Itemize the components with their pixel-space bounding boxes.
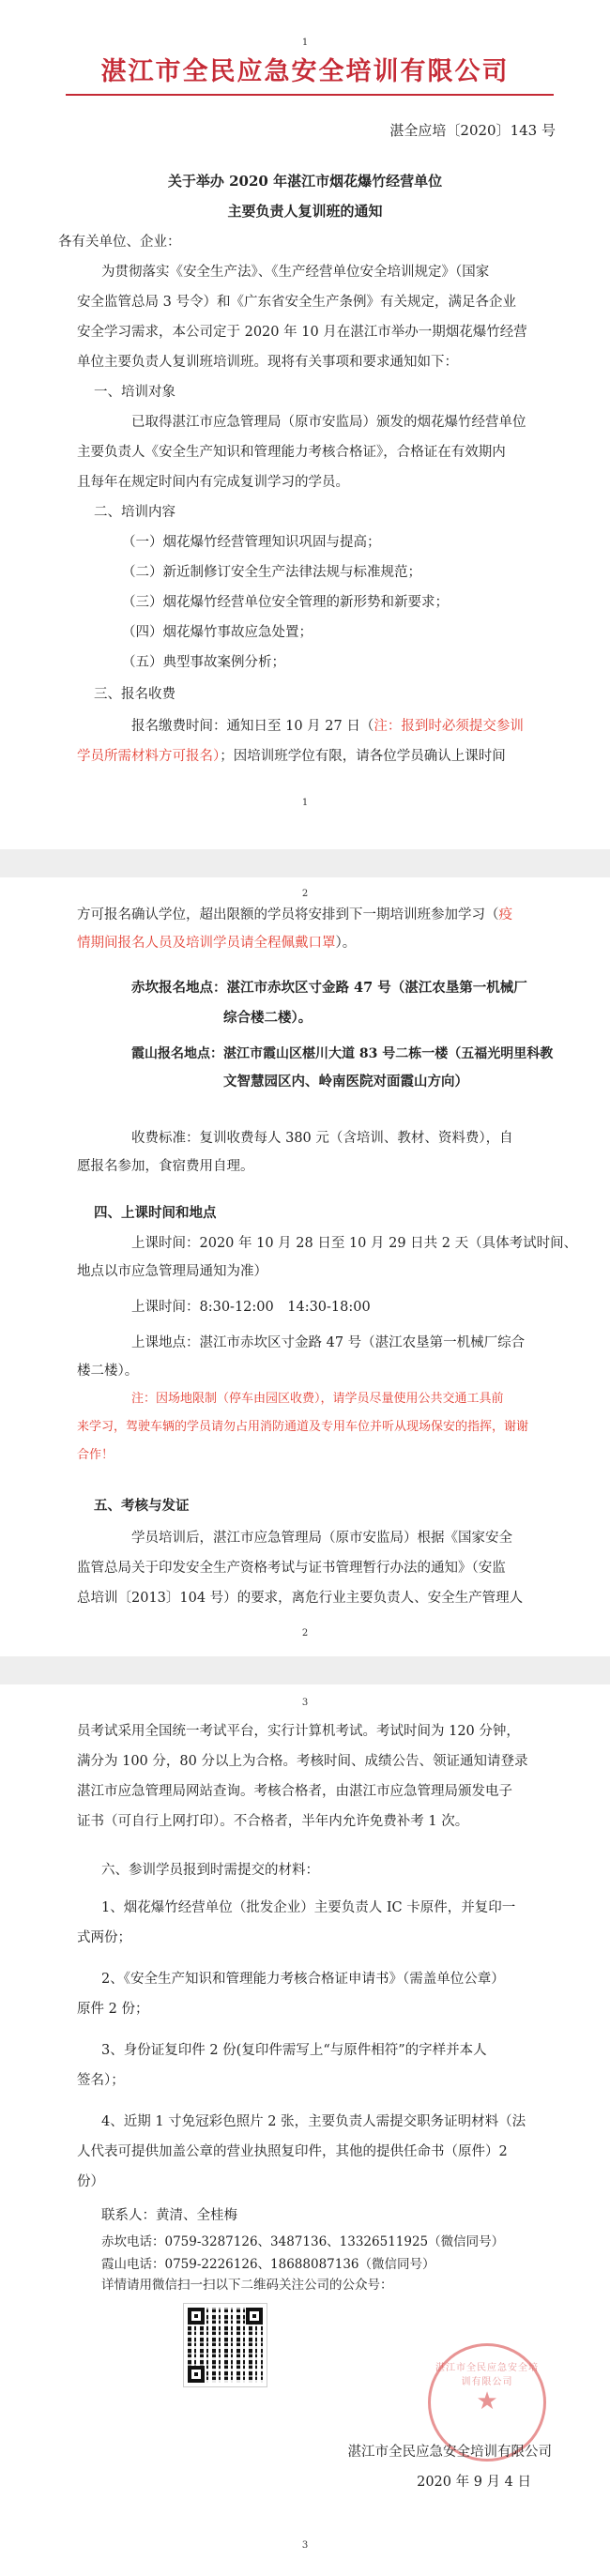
page-number-bottom: 1	[301, 798, 309, 808]
exam-continued-line: 员考试采用全国统一考试平台，实行计算机考试。考试时间为 120 分钟，	[77, 1724, 520, 1739]
section-2-item: （四）烟花爆竹事故应急处置；	[122, 625, 313, 640]
chikan-address-line-2: 综合楼二楼）。	[223, 1010, 313, 1026]
xiashan-label: 霞山报名地点：	[131, 1046, 223, 1061]
qr-finder-pattern	[188, 2366, 205, 2383]
registration-note-red: 注：报到时必须提交参训	[374, 719, 524, 734]
salutation: 各有关单位、企业：	[58, 235, 181, 250]
xiashan-phone: 霞山电话：0759-2226126、18688087136（微信同号）	[101, 2257, 435, 2272]
parking-note-text: 因场地限制（停车由园区收费），请学员尽量使用公共交通工具前	[156, 1392, 504, 1406]
fee-line-2: 愿报名参加，食宿费用自理。	[77, 1159, 254, 1174]
qr-finder-pattern	[246, 2308, 263, 2324]
section-1-body-line: 且每年在规定时间内有完成复训学习的学员。	[77, 475, 349, 490]
chikan-label: 赤坎报名地点：	[131, 980, 227, 996]
xiashan-registration-address	[131, 1044, 601, 1063]
registration-note-red: 学员所需材料方可报名）	[77, 749, 221, 764]
registration-line-1	[131, 717, 601, 736]
fee-line-1: 收费标准：复训收费每人 380 元（含培训、教材、资料费），自	[131, 1131, 513, 1146]
section-2-item: （五）典型事故案例分析；	[122, 655, 285, 670]
xiashan-address-line-1: 湛江市霞山区椹川大道 83 号二栋一楼（五福光明里科教	[223, 1046, 554, 1061]
seat-confirm-end: ）。	[335, 936, 357, 951]
intro-line: 单位主要负责人复训班培训班。现将有关事项和要求通知如下：	[77, 355, 458, 370]
exam-continued-line: 证书（可自行上网打印）。不合格者，半年内允许免费补考 1 次。	[77, 1814, 469, 1829]
section-1-heading: 一、培训对象	[94, 385, 175, 400]
parking-note-line-3: 合作！	[77, 1448, 114, 1462]
seal-star-icon: ★	[476, 2387, 498, 2416]
class-hours: 上课时间：8:30-12:00 14:30-18:00	[131, 1300, 371, 1315]
class-date-line-2: 地点以市应急管理局通知为准）	[77, 1264, 267, 1279]
material-4-line-3: 份）	[77, 2174, 104, 2189]
class-date-line-1: 上课时间：2020 年 10 月 28 日至 10 月 29 日共 2 天（具体考试时间、	[131, 1236, 578, 1251]
exam-continued-line: 湛江市应急管理局网站查询。考核合格者，由湛江市应急管理局颁发电子	[77, 1784, 512, 1799]
material-2-line-2: 原件 2 份；	[77, 2002, 149, 2017]
signature-company: 湛江市全民应急安全培训有限公司	[347, 2445, 552, 2460]
document-page-2	[0, 877, 610, 1656]
material-1-line-1: 1、烟花爆竹经营单位（批发企业）主要负责人 IC 卡原件，并复印一	[101, 1900, 516, 1915]
seat-confirm-text: 方可报名确认学位，超出限额的学员将安排到下一期培训班参加学习（	[77, 907, 499, 922]
qr-finder-pattern	[188, 2308, 205, 2324]
document-title-line-1: 关于举办 2020 年湛江市烟花爆竹经营单位	[167, 173, 443, 190]
page-number-top: 3	[301, 1698, 309, 1708]
material-3-line-1: 3、身份证复印件 2 份(复印件需写上“与原件相符”的字样并本人	[101, 2043, 487, 2058]
material-3-line-2: 签名）；	[77, 2073, 125, 2088]
section-1-body-line: 已取得湛江市应急管理局（原市安监局）颁发的烟花爆竹经营单位	[131, 415, 526, 430]
chikan-phone: 赤坎电话：0759-3287126、3487136、13326511925（微信同号）	[101, 2234, 505, 2249]
class-location-line-2: 楼二楼）。	[77, 1364, 139, 1379]
parking-note-line-2: 来学习，驾驶车辆的学员请勿占用消防通道及专用车位并听从现场保安的指挥，谢谢	[77, 1420, 529, 1434]
material-4-line-2: 人代表可提供加盖公章的营业执照复印件，其他的提供任命书（原件）2	[77, 2144, 508, 2159]
page-number-top: 1	[301, 38, 309, 48]
exam-line-3: 总培训〔2013〕104 号）的要求，离危行业主要负责人、安全生产管理人	[77, 1591, 524, 1606]
page-number-bottom: 3	[301, 2540, 309, 2551]
chikan-registration-address	[131, 979, 601, 998]
document-number: 湛全应培〔2020〕143 号	[389, 122, 556, 139]
registration-seat-text: ；因培训班学位有限，请各位学员确认上课时间	[220, 749, 506, 764]
exam-line-1: 学员培训后，湛江市应急管理局（原市安监局）根据《国家安全	[131, 1531, 512, 1546]
letterhead-rule	[66, 94, 554, 96]
material-2-line-1: 2、《安全生产知识和管理能力考核合格证申请书》（需盖单位公章）	[101, 1972, 505, 1987]
wechat-instruction: 详情请用微信扫一扫以下二维码关注公司的公众号：	[101, 2278, 393, 2293]
section-2-item: （二）新近制修订安全生产法律法规与标准规范；	[122, 565, 421, 580]
seat-confirm-line-1	[77, 906, 546, 924]
intro-line: 安全学习需求，本公司定于 2020 年 10 月在湛江市举办一期烟花爆竹经营	[77, 325, 527, 340]
section-5-heading: 五、考核与发证	[94, 1498, 190, 1514]
section-4-heading: 四、上课时间和地点	[94, 1205, 217, 1221]
section-6-heading: 六、参训学员报到时需提交的材料：	[101, 1863, 319, 1878]
class-location-line-1: 上课地点：湛江市赤坎区寸金路 47 号（湛江农垦第一机械厂综合	[131, 1335, 526, 1350]
intro-line: 为贯彻落实《安全生产法》、《生产经营单位安全培训规定》（国家	[101, 265, 490, 280]
section-3-heading: 三、报名收费	[94, 687, 175, 702]
parking-note-prefix: 注：	[131, 1392, 157, 1406]
section-2-item: （三）烟花爆竹经营单位安全管理的新形势和新要求；	[122, 595, 449, 610]
page-number-bottom: 2	[301, 1628, 309, 1639]
page-separator	[0, 1656, 610, 1684]
page-number-top: 2	[301, 889, 309, 899]
intro-line: 安全监管总局 3 号令）和《广东省安全生产条例》有关规定，满足各企业	[77, 295, 516, 310]
exam-continued-line: 满分为 100 分，80 分以上为合格。考核时间、成绩公告、领证通知请登录	[77, 1754, 528, 1769]
seal-ring-text: 湛江市全民应急安全培训有限公司	[435, 2363, 539, 2387]
parking-note-line-1	[131, 1390, 601, 1409]
letterhead-company-name: 湛江市全民应急安全培训有限公司	[100, 57, 510, 86]
xiashan-address-line-2: 文智慧园区内、岭南医院对面霞山方向）	[223, 1074, 468, 1090]
signature-date: 2020 年 9 月 4 日	[417, 2475, 531, 2490]
exam-line-2: 监管总局关于印发安全生产资格考试与证书管理暂行办法的通知》（安监	[77, 1561, 506, 1576]
document-page-1	[0, 0, 610, 849]
wechat-qr-code[interactable]	[184, 2304, 267, 2386]
page-separator	[0, 849, 610, 877]
section-2-heading: 二、培训内容	[94, 505, 175, 520]
material-4-line-1: 4、近期 1 寸免冠彩色照片 2 张，主要负责人需提交职务证明材料（法	[101, 2114, 526, 2129]
document-title-line-2: 主要负责人复训班的通知	[227, 203, 383, 220]
section-2-item: （一）烟花爆竹经营管理知识巩固与提高；	[122, 535, 381, 550]
seat-confirm-line-2	[77, 934, 546, 953]
registration-line-2	[77, 747, 546, 766]
chikan-address-line-1: 湛江市赤坎区寸金路 47 号（湛江农垦第一机械厂	[226, 980, 527, 996]
document-page-3	[0, 1684, 610, 2576]
contact-persons: 联系人：黄清、全桂梅	[101, 2208, 237, 2223]
registration-deadline-text: 报名缴费时间：通知日至 10 月 27 日（	[131, 719, 374, 734]
material-1-line-2: 式两份；	[77, 1930, 131, 1945]
epidemic-note-red: 疫	[498, 907, 512, 922]
section-1-body-line: 主要负责人《安全生产知识和管理能力考核合格证》，合格证在有效期内	[77, 445, 506, 460]
epidemic-note-red: 情期间报名人员及培训学员请全程佩戴口罩	[77, 936, 336, 951]
